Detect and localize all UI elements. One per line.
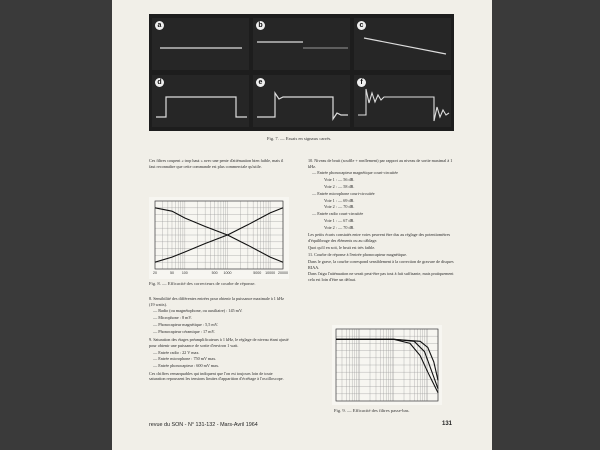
group-line: Voie 2 : — 70 dB. [324,204,355,210]
s8-item: — Phonocapteur céramique : 17 mV. [153,328,216,334]
fig9-caption: Fig. 9. — Efficacité des filtres passe-bas. [334,408,410,413]
panel-label: f [357,78,366,87]
scope-panel-a [152,18,249,70]
page-footer: revue du SON - N° 131-132 - Mars-Avril 1964 [149,422,258,428]
right-sections [308,158,456,284]
fig9-series [336,339,438,393]
s11-paragraph: Dans l'aigu l'atténuation ne serait peut-être pas tout à fait suffisante, mais pratiquement cela est loin d'être un défaut. [308,271,454,282]
s11-title: 11. Courbe de réponse à l'entrée phonocapteur magnétique. [308,252,408,258]
scope-panel-e [253,75,350,127]
series-line-filter-2 [336,339,438,388]
left-sections [149,296,289,383]
panel-label: d [155,78,164,87]
intro-paragraph: Ces filtres coupent « trop haut » avec une pente d'atténuation bien faible, mais il faut reconnaître que cette commande est plus commerciale qu'utile. [149,158,284,169]
x-tick-label: 50 [169,271,174,275]
fig8-chart [149,197,289,279]
s10-title: 10. Niveau de bruit (souffle + ronflement) par rapport au niveau de sortie maximal à 1 kHz. [308,158,453,169]
x-tick-label: 1000 [223,271,232,275]
scope-panel-f [354,75,451,127]
s10-end: Quoi qu'il en soit, le bruit est très faible. [308,244,376,250]
s9-title: 9. Saturation des étages préamplificateurs à 1 kHz, le réglage de niveau étant ajusté pour obtenir une puissance de sortie d'environ 1 watt. [149,337,289,348]
s8-item: — Phonocapteur magnétique : 5,5 mV. [153,321,219,327]
group-line: Voie 1 : — 69 dB. [324,197,355,203]
fig7-caption: Fig. 7. — Essais en signaux carrés. [267,136,332,141]
x-tick-label: 20 [153,271,157,275]
left-intro [149,158,289,170]
group-head: — Entrée phonocapteur magnétique court-circuitée [312,170,399,176]
s8-item: — Radio (ou magnétophone, ou auxiliaire) : 145 mV. [153,308,243,314]
fig9-chart [332,325,442,405]
s9-item: — Entrée phonocapteur : 600 mV max. [153,363,220,369]
x-tick-label: 20000 [278,271,288,275]
magazine-page [112,0,492,450]
oscilloscope-photo [149,14,454,131]
series-line-filter-1 [336,339,438,393]
s9-item: — Entrée microphone : 750 mV max. [153,356,217,362]
fig8-grid [155,201,283,269]
x-tick-label: 5000 [253,271,262,275]
s9-item: — Entrée radio : 22 V max. [153,349,200,355]
x-tick-label: 10000 [265,271,276,275]
group-line: Voie 1 : — 67 dB. [324,217,355,223]
s10-note: Les petits écarts constatés entre voies peuvent être dus au réglage des potentiomètres d'équilibrage des éléments ou au câblage. [308,232,451,243]
s8-item: — Microphone : 8 mV. [153,315,192,321]
scope-panel-c [354,18,451,70]
group-head: — Entrée radio court-circuitée [312,211,364,217]
panel-label: b [256,21,265,30]
group-line: Voie 2 : — 70 dB. [324,224,355,230]
panel-label: a [155,21,164,30]
group-line: Voie 1 : — 56 dB. [324,177,355,183]
s9-note: Ces chiffres remarquables qui indiquent que l'on est toujours loin de toute saturation repoussent les tensions limites d'apparition d'écrêtage à l'oscilloscope. [149,370,284,382]
scope-panel-b [253,18,350,70]
fig8-caption: Fig. 8. — Efficacité des correcteurs de courbe de réponse. [149,281,256,286]
panel-label: c [357,21,366,30]
panel-label: e [256,78,265,87]
s11-paragraph: Dans le grave, la courbe correspond sensiblement à la correction de gravure de disques RIAA. [308,258,454,270]
s8-title: 8. Sensibilité des différentes entrées pour obtenir la puissance maximale à 1 kHz (19 watts). [149,296,284,307]
page-number: 131 [442,421,453,427]
group-line: Voie 2 : — 58 dB. [324,183,355,189]
x-tick-label: 100 [181,271,188,275]
fig8-ticks [153,271,288,275]
group-head: — Entrée microphone court-circuitée [312,190,375,196]
x-tick-label: 500 [211,271,218,275]
scope-panel-d [152,75,249,127]
